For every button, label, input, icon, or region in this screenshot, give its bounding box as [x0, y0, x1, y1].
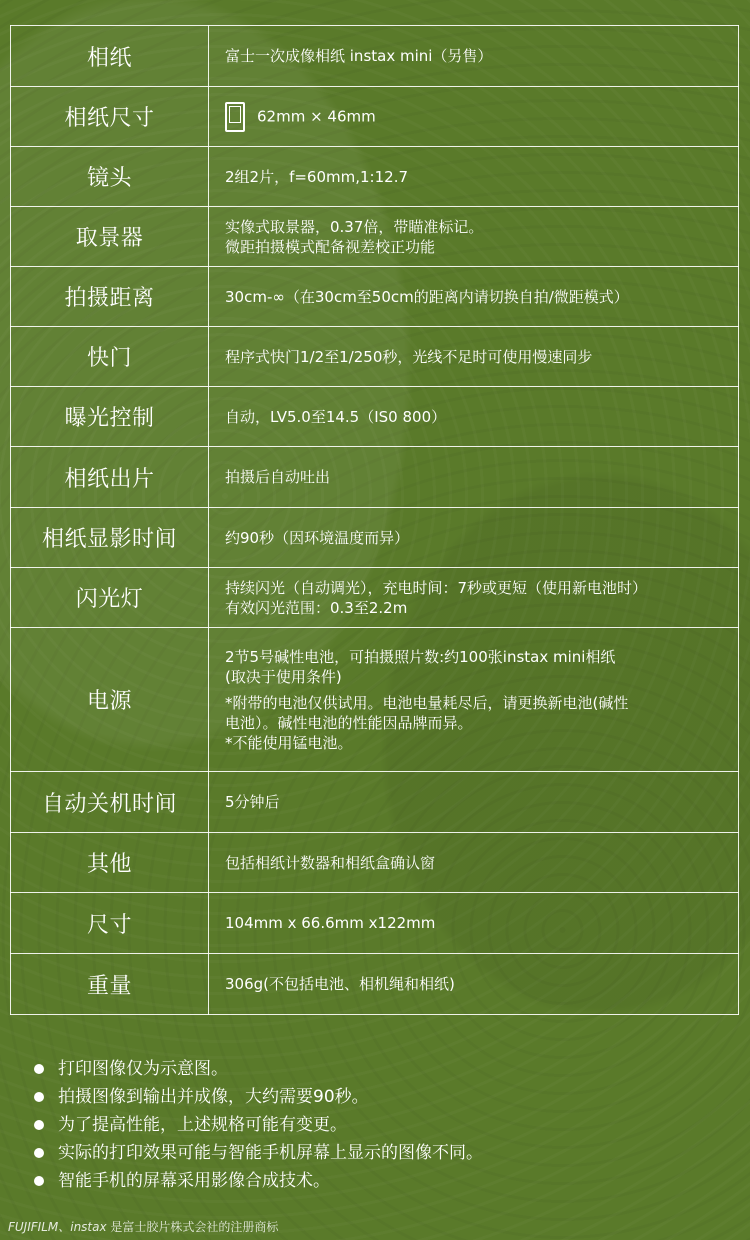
spec-value-line: 实像式取景器，0.37倍，带瞄准标记。	[225, 217, 484, 236]
spec-value-line: 程序式快门1/2至1/250秒，光线不足时可使用慢速同步	[225, 347, 593, 366]
spec-value	[209, 954, 739, 1015]
spec-label: 相纸	[11, 26, 209, 87]
spec-row	[11, 147, 739, 207]
spec-value-line: 30cm-∞（在30cm至50cm的距离内请切换自拍/微距模式）	[225, 287, 629, 306]
spec-value-line: 电池）。碱性电池的性能因品牌而异。	[225, 713, 473, 732]
spec-row	[11, 568, 739, 628]
spec-label: 相纸显影时间	[11, 508, 209, 568]
spec-value-line: *附带的电池仅供试用。电池电量耗尽后，请更换新电池(碱性	[225, 693, 629, 712]
spec-value-line: 自动，LV5.0至14.5（IS0 800）	[225, 407, 447, 426]
note-text: 为了提高性能，上述规格可能有变更。	[58, 1115, 347, 1135]
footer-text: 是富士胶片株式会社的注册商标	[106, 1220, 279, 1234]
notes-list	[34, 1055, 483, 1195]
spec-row	[11, 447, 739, 508]
spec-label: 尺寸	[11, 893, 209, 954]
note-item	[34, 1111, 483, 1139]
spec-label: 重量	[11, 954, 209, 1015]
spec-label: 快门	[11, 327, 209, 387]
note-text: 实际的打印效果可能与智能手机屏幕上显示的图像不同。	[58, 1143, 483, 1163]
spec-value	[209, 568, 739, 628]
instax-film-icon	[225, 102, 245, 132]
spec-label: 取景器	[11, 207, 209, 267]
spec-row	[11, 833, 739, 893]
spec-table	[10, 25, 739, 1015]
spec-value-line: 微距拍摄模式配备视差校正功能	[225, 237, 436, 256]
trademark-footer	[8, 1218, 278, 1235]
spec-row	[11, 893, 739, 954]
spec-value	[209, 147, 739, 207]
bullet-icon	[34, 1092, 44, 1102]
note-item	[34, 1139, 483, 1167]
spec-label: 镜头	[11, 147, 209, 207]
spec-value	[209, 327, 739, 387]
spec-value	[209, 26, 739, 87]
bullet-icon	[34, 1120, 44, 1130]
spec-row	[11, 772, 739, 833]
spec-value-line: 306g(不包括电池、相机绳和相纸)	[225, 975, 455, 993]
spec-value-line: 拍摄后自动吐出	[225, 468, 331, 486]
spec-value	[209, 772, 739, 833]
spec-label: 曝光控制	[11, 387, 209, 447]
spec-row	[11, 327, 739, 387]
spec-row	[11, 628, 739, 772]
spec-value	[209, 833, 739, 893]
spec-row	[11, 267, 739, 327]
spec-row	[11, 954, 739, 1015]
bullet-icon	[34, 1064, 44, 1074]
spec-value	[209, 267, 739, 327]
spec-value-line: 2节5号碱性电池，可拍摄照片数:约100张instax mini相纸	[225, 647, 616, 666]
spec-label: 相纸尺寸	[11, 87, 209, 147]
bullet-icon	[34, 1176, 44, 1186]
spec-value	[209, 893, 739, 954]
spec-row	[11, 508, 739, 568]
spec-value	[209, 87, 739, 147]
spec-row	[11, 207, 739, 267]
footer-brand: FUJIFILM、instax	[8, 1220, 107, 1234]
note-text: 智能手机的屏幕采用影像合成技术。	[58, 1171, 330, 1191]
spec-value-line: *不能使用锰电池。	[225, 733, 353, 752]
note-item	[34, 1083, 483, 1111]
spec-value	[209, 508, 739, 568]
spec-value	[209, 207, 739, 267]
bullet-icon	[34, 1148, 44, 1158]
spec-value-line: 104mm x 66.6mm x122mm	[225, 914, 436, 932]
spec-value-line: 2组2片，f=60mm,1:12.7	[225, 167, 409, 186]
spec-value-line: 富士一次成像相纸 instax mini（另售）	[225, 47, 493, 65]
spec-label: 拍摄距离	[11, 267, 209, 327]
spec-value	[209, 447, 739, 508]
spec-label: 自动关机时间	[11, 772, 209, 833]
spec-label: 电源	[11, 628, 209, 772]
spec-label: 其他	[11, 833, 209, 893]
note-text: 打印图像仅为示意图。	[58, 1059, 228, 1079]
spec-value-line: 约90秒（因环境温度而异）	[225, 528, 410, 547]
spec-row	[11, 387, 739, 447]
note-text: 拍摄图像到输出并成像，大约需要90秒。	[58, 1087, 369, 1107]
spec-row	[11, 87, 739, 147]
note-item	[34, 1055, 483, 1083]
spec-value	[209, 387, 739, 447]
note-item	[34, 1167, 483, 1195]
spec-value-line: 持续闪光（自动调光），充电时间：7秒或更短（使用新电池时）	[225, 578, 648, 597]
spec-value	[209, 628, 739, 772]
spec-label: 闪光灯	[11, 568, 209, 628]
spec-label: 相纸出片	[11, 447, 209, 508]
spec-value-line: 62mm × 46mm	[257, 107, 376, 125]
spec-value-with-icon	[225, 102, 738, 132]
spec-value-line: 5分钟后	[225, 793, 280, 811]
spec-value-line: (取决于使用条件)	[225, 667, 342, 686]
spec-row	[11, 26, 739, 87]
spec-value-line: 包括相纸计数器和相纸盒确认窗	[225, 853, 436, 872]
spec-value-line: 有效闪光范围：0.3至2.2m	[225, 598, 408, 617]
